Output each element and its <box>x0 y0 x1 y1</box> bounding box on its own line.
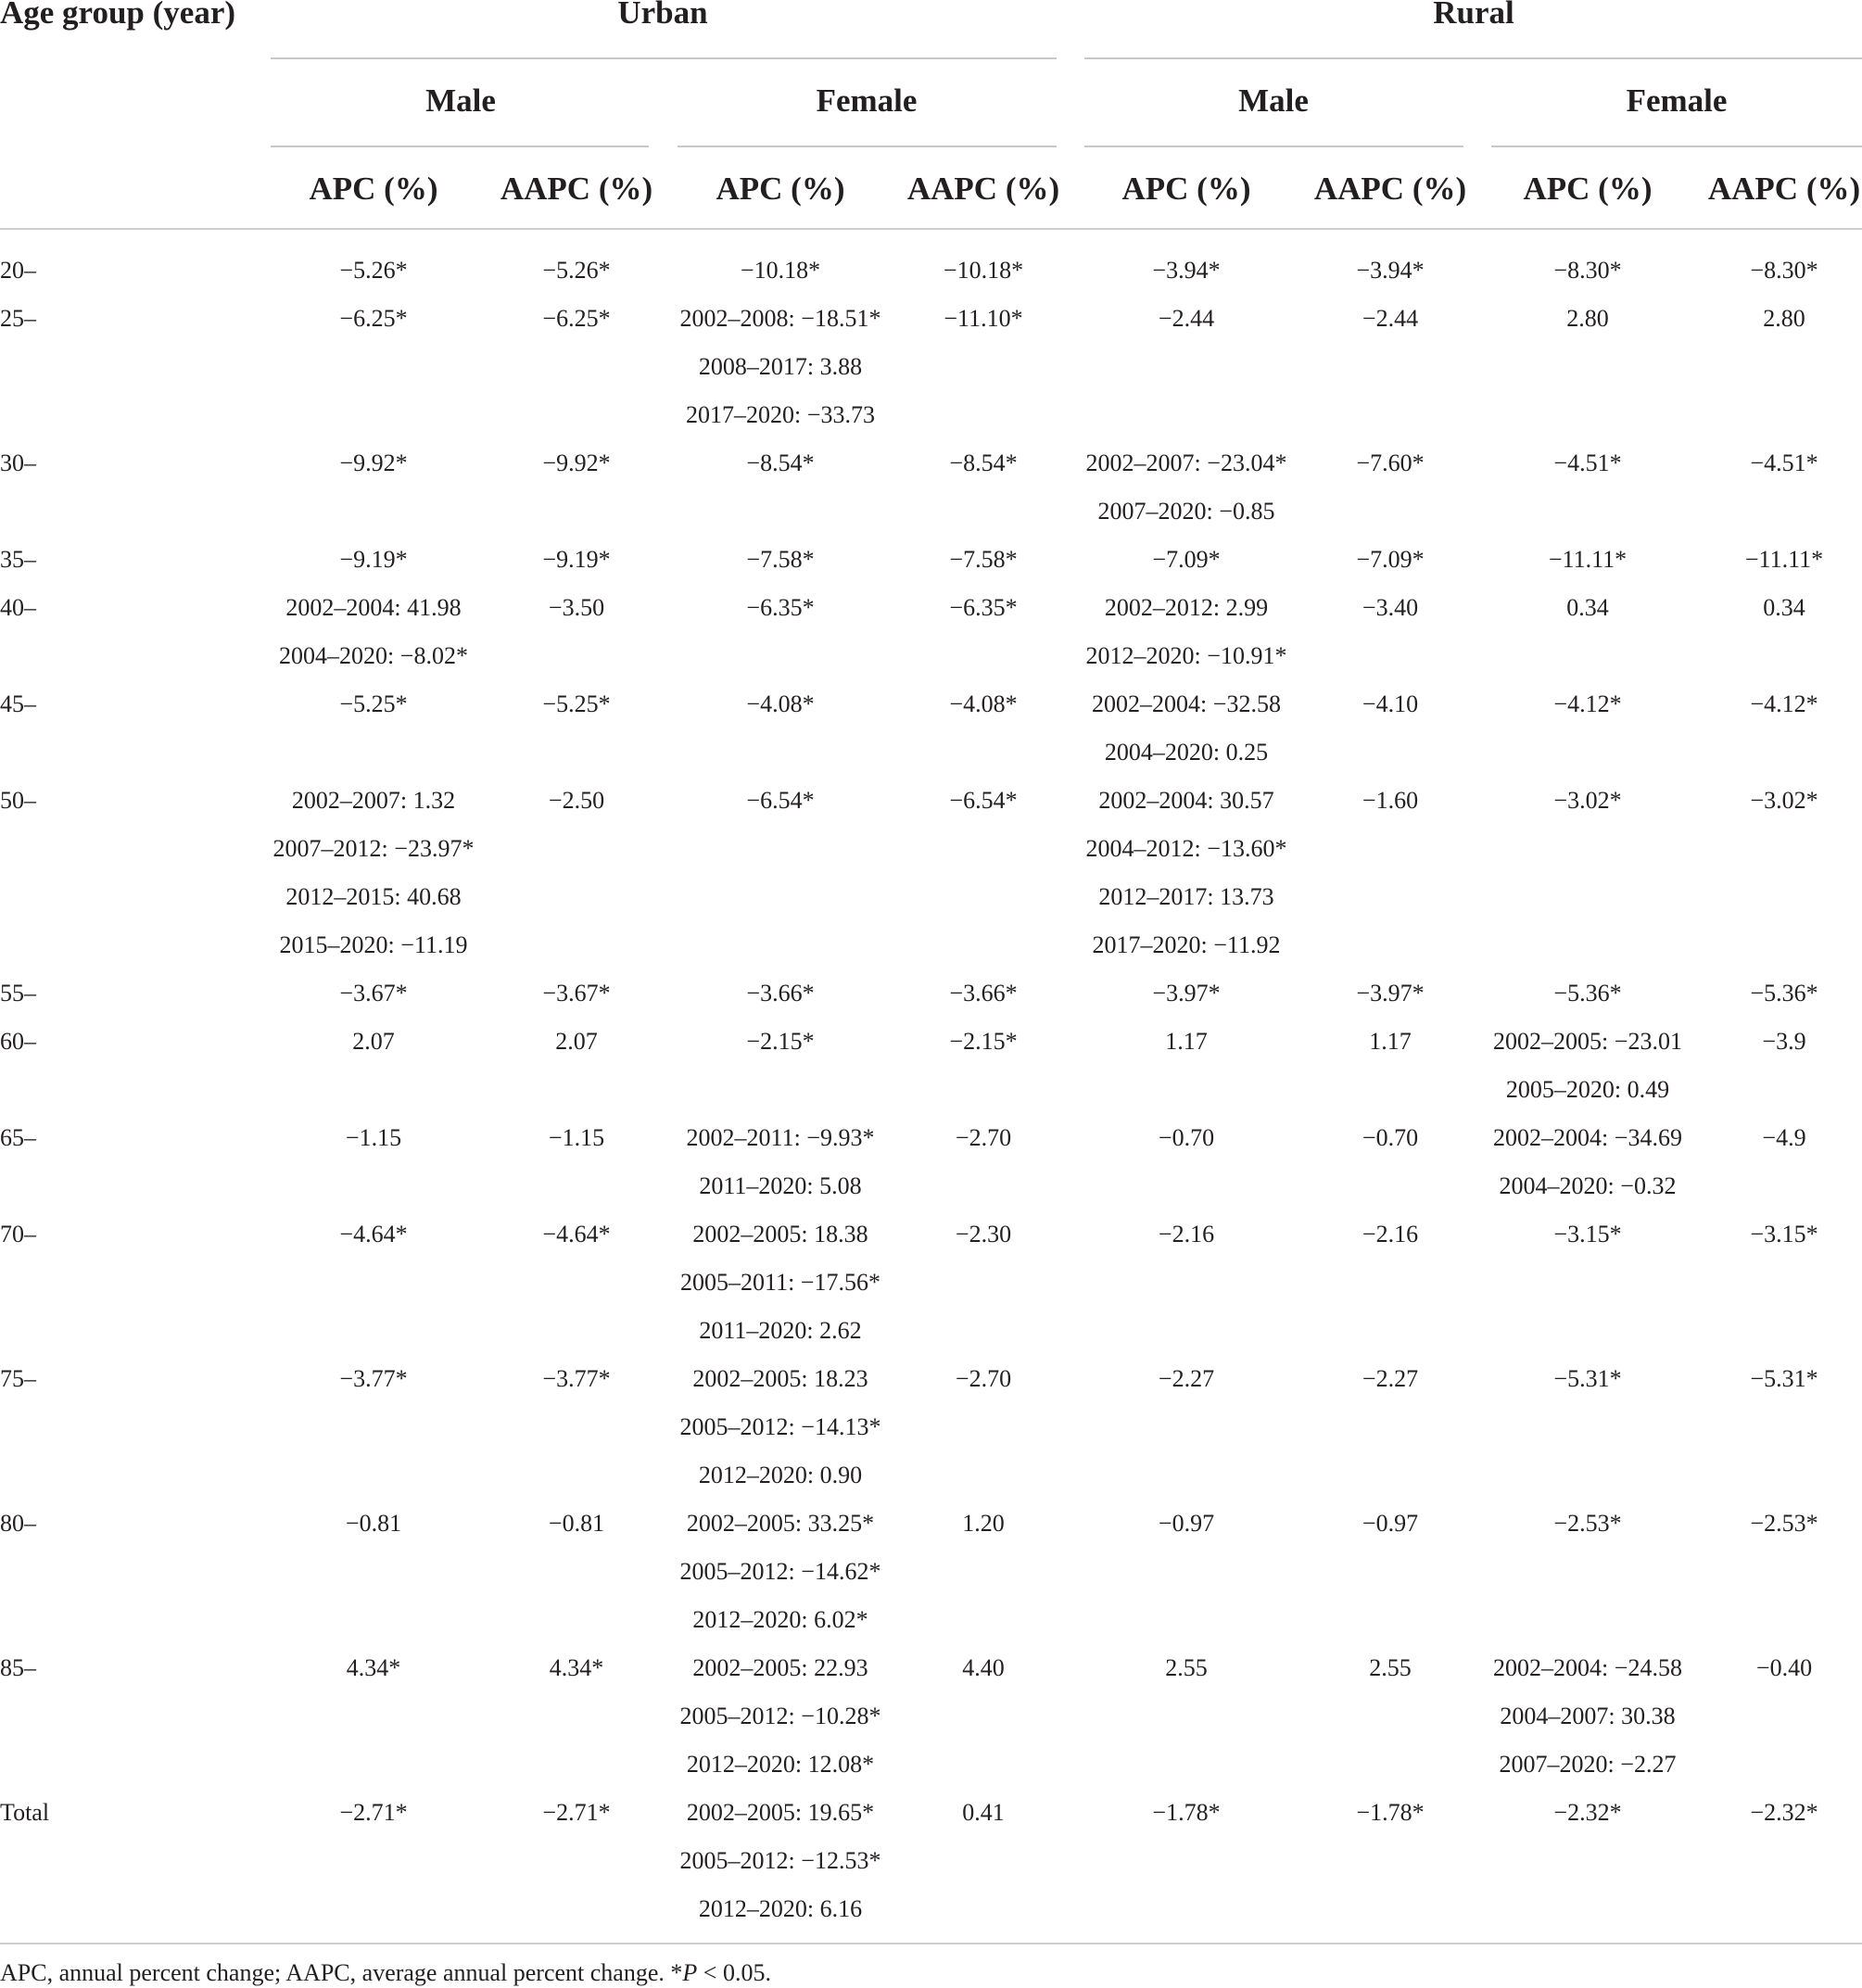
table-cell-um-apc: −5.25* <box>339 690 408 717</box>
table-cell-um-aapc: −9.92* <box>542 450 611 476</box>
table-cell-rm-apc: 2002–2004: −32.58 <box>1092 690 1281 717</box>
table-cell-um-apc: 2002–2007: 1.32 <box>291 787 456 814</box>
rural-male-rule <box>1084 146 1463 147</box>
table-cell-rm-aapc: −3.94* <box>1356 257 1425 284</box>
table-cell-um-apc: 2012–2015: 40.68 <box>285 883 462 910</box>
urban-female-apc-header: APC (%) <box>716 171 845 207</box>
age-group-cell: 20– <box>0 257 36 284</box>
age-group-cell: 70– <box>0 1221 36 1247</box>
table-bottom-rule <box>0 1943 1862 1944</box>
table-cell-rm-apc: −7.09* <box>1152 546 1221 573</box>
table-cell-uf-apc: −2.15* <box>746 1028 815 1055</box>
age-group-cell: 80– <box>0 1510 36 1537</box>
table-cell-um-aapc: −9.19* <box>542 546 611 573</box>
table-cell-rm-apc: −0.70 <box>1158 1124 1215 1151</box>
table-cell-rm-apc: −3.97* <box>1152 980 1221 1007</box>
table-cell-rm-aapc: −7.60* <box>1356 450 1425 476</box>
table-cell-rf-apc: −4.12* <box>1553 690 1622 717</box>
urban-rule <box>271 57 1057 59</box>
table-cell-rm-apc: −1.78* <box>1152 1799 1221 1826</box>
table-cell-uf-apc: −4.08* <box>746 690 815 717</box>
table-cell-uf-aapc: 0.41 <box>962 1799 1005 1826</box>
age-group-cell: Total <box>0 1799 50 1826</box>
rural-male-aapc-header: AAPC (%) <box>1313 171 1467 207</box>
age-group-cell: 55– <box>0 980 36 1007</box>
rural-female-aapc-header: AAPC (%) <box>1707 171 1861 207</box>
table-cell-rm-aapc: −0.70 <box>1362 1124 1419 1151</box>
rural-male-header: Male <box>1238 82 1309 119</box>
age-group-cell: 25– <box>0 305 36 332</box>
table-cell-um-aapc: −1.15 <box>548 1124 605 1151</box>
table-cell-uf-aapc: −3.66* <box>949 980 1018 1007</box>
table-cell-uf-aapc: −8.54* <box>949 450 1018 476</box>
table-cell-uf-apc: 2002–2011: −9.93* <box>686 1124 875 1151</box>
urban-female-aapc-header: AAPC (%) <box>906 171 1060 207</box>
table-cell-uf-apc: 2012–2020: 6.16 <box>698 1895 863 1922</box>
rural-female-header: Female <box>1626 82 1728 119</box>
rural-female-apc-header: APC (%) <box>1523 171 1653 207</box>
table-cell-uf-apc: −10.18* <box>740 257 821 284</box>
table-cell-uf-aapc: −7.58* <box>949 546 1018 573</box>
table-cell-rm-apc: 2002–2012: 2.99 <box>1104 594 1269 621</box>
footnote-tail: < 0.05. <box>697 1959 771 1986</box>
age-group-cell: 75– <box>0 1365 36 1392</box>
table-cell-rf-aapc: −5.36* <box>1750 980 1818 1007</box>
table-cell-rf-apc: −11.11* <box>1548 546 1628 573</box>
table-cell-rf-apc: −3.02* <box>1553 787 1622 814</box>
table-cell-um-aapc: −5.26* <box>542 257 611 284</box>
age-group-header: Age group (year) <box>0 0 236 31</box>
table-cell-rm-aapc: −2.16 <box>1362 1221 1419 1247</box>
urban-header: Urban <box>617 0 708 31</box>
table-cell-um-apc: −3.67* <box>339 980 408 1007</box>
table-cell-rf-aapc: −3.9 <box>1762 1028 1806 1055</box>
table-cell-rf-apc: 2004–2020: −0.32 <box>1499 1172 1677 1199</box>
table-cell-rm-aapc: −2.44 <box>1362 305 1419 332</box>
table-cell-rm-aapc: −2.27 <box>1362 1365 1419 1392</box>
table-cell-uf-apc: 2002–2005: 19.65* <box>686 1799 875 1826</box>
table-cell-uf-apc: 2005–2011: −17.56* <box>680 1269 880 1296</box>
table-cell-uf-aapc: −4.08* <box>949 690 1018 717</box>
table-cell-uf-aapc: −2.70 <box>955 1124 1012 1151</box>
age-group-cell: 50– <box>0 787 36 814</box>
table-cell-rf-aapc: −2.32* <box>1750 1799 1818 1826</box>
table-cell-rf-apc: −3.15* <box>1553 1221 1622 1247</box>
table-cell-uf-aapc: −2.70 <box>955 1365 1012 1392</box>
table-cell-uf-apc: −3.66* <box>746 980 815 1007</box>
table-cell-uf-apc: 2011–2020: 2.62 <box>699 1317 862 1344</box>
table-cell-uf-apc: 2005–2012: −12.53* <box>679 1847 881 1874</box>
table-cell-uf-apc: 2017–2020: −33.73 <box>686 401 875 428</box>
table-cell-rm-apc: 2012–2020: −10.91* <box>1085 642 1287 669</box>
table-footnote <box>0 1959 771 1987</box>
table-cell-rf-apc: 2002–2005: −23.01 <box>1493 1028 1682 1055</box>
header-bottom-rule <box>0 228 1862 230</box>
table-cell-rf-aapc: −8.30* <box>1750 257 1818 284</box>
table-cell-rf-aapc: −2.53* <box>1750 1510 1818 1537</box>
table-cell-rf-apc: 2004–2007: 30.38 <box>1500 1703 1676 1729</box>
table-cell-rm-apc: −2.16 <box>1158 1221 1215 1247</box>
table-cell-uf-apc: 2002–2005: 22.93 <box>692 1654 868 1681</box>
rural-female-rule <box>1491 146 1862 147</box>
table-cell-rm-aapc: −4.10 <box>1362 690 1419 717</box>
table-cell-rm-apc: −2.27 <box>1158 1365 1215 1392</box>
table-cell-um-aapc: −3.77* <box>542 1365 611 1392</box>
table-cell-rf-aapc: −3.02* <box>1750 787 1818 814</box>
rural-male-apc-header: APC (%) <box>1121 171 1251 207</box>
table-cell-um-aapc: −3.67* <box>542 980 611 1007</box>
table-cell-um-apc: −2.71* <box>339 1799 408 1826</box>
table-cell-um-apc: −6.25* <box>339 305 408 332</box>
table-cell-rf-apc: 2007–2020: −2.27 <box>1499 1751 1677 1778</box>
table-cell-um-aapc: −5.25* <box>542 690 611 717</box>
table-cell-um-apc: −9.19* <box>339 546 408 573</box>
table-cell-uf-apc: 2012–2020: 12.08* <box>686 1751 875 1778</box>
table-cell-um-apc: −1.15 <box>345 1124 402 1151</box>
table-cell-rf-apc: −2.32* <box>1553 1799 1622 1826</box>
table-cell-uf-apc: 2002–2005: 18.23 <box>692 1365 868 1392</box>
table-cell-rm-apc: 2012–2017: 13.73 <box>1098 883 1274 910</box>
table-cell-um-apc: 2015–2020: −11.19 <box>279 931 468 958</box>
table-cell-rm-apc: 2004–2020: 0.25 <box>1104 739 1269 766</box>
table-cell-rf-aapc: −11.11* <box>1744 546 1824 573</box>
table-cell-uf-aapc: −10.18* <box>943 257 1024 284</box>
table-cell-uf-apc: 2005–2012: −14.13* <box>679 1413 881 1440</box>
table-cell-rf-apc: 0.34 <box>1566 594 1609 621</box>
table-cell-uf-apc: 2011–2020: 5.08 <box>699 1172 862 1199</box>
table-cell-um-aapc: −6.25* <box>542 305 611 332</box>
table-cell-um-aapc: 2.07 <box>555 1028 598 1055</box>
table-cell-rf-aapc: −0.40 <box>1755 1654 1813 1681</box>
rural-rule <box>1084 57 1862 59</box>
footnote-text: APC, annual percent change; AAPC, average annual percent change. * <box>0 1959 683 1986</box>
age-group-cell: 40– <box>0 594 36 621</box>
table-cell-um-aapc: −4.64* <box>542 1221 611 1247</box>
table-cell-rm-aapc: −7.09* <box>1356 546 1425 573</box>
table-cell-rm-apc: −2.44 <box>1158 305 1215 332</box>
table-cell-uf-aapc: 4.40 <box>962 1654 1005 1681</box>
urban-female-header: Female <box>816 82 918 119</box>
urban-female-rule <box>678 146 1057 147</box>
age-group-cell: 85– <box>0 1654 36 1681</box>
table-cell-uf-apc: 2002–2005: 33.25* <box>686 1510 875 1537</box>
footnote-p: P <box>682 1959 698 1986</box>
table-cell-uf-apc: 2002–2008: −18.51* <box>679 305 881 332</box>
table-cell-rm-apc: 2007–2020: −0.85 <box>1097 498 1275 525</box>
table-cell-rm-aapc: −1.78* <box>1356 1799 1425 1826</box>
table-cell-uf-aapc: −6.35* <box>949 594 1018 621</box>
table-cell-um-apc: −0.81 <box>345 1510 402 1537</box>
table-cell-uf-apc: 2012–2020: 0.90 <box>698 1462 863 1488</box>
table-cell-rf-apc: −5.36* <box>1553 980 1622 1007</box>
table-cell-rf-apc: −8.30* <box>1553 257 1622 284</box>
table-cell-rm-aapc: −1.60 <box>1362 787 1419 814</box>
table-cell-uf-apc: −7.58* <box>746 546 815 573</box>
urban-male-header: Male <box>425 82 496 119</box>
urban-male-apc-header: APC (%) <box>309 171 438 207</box>
age-group-cell: 65– <box>0 1124 36 1151</box>
table-cell-rf-apc: 2.80 <box>1566 305 1609 332</box>
table-cell-uf-apc: −6.35* <box>746 594 815 621</box>
table-cell-uf-aapc: 1.20 <box>962 1510 1005 1537</box>
table-cell-rf-aapc: −4.12* <box>1750 690 1818 717</box>
age-group-cell: 45– <box>0 690 36 717</box>
table-cell-um-apc: −5.26* <box>339 257 408 284</box>
table-cell-uf-aapc: −2.30 <box>955 1221 1012 1247</box>
age-group-cell: 30– <box>0 450 36 476</box>
table-cell-um-apc: 2004–2020: −8.02* <box>279 642 468 669</box>
table-cell-rm-apc: 2004–2012: −13.60* <box>1085 835 1287 862</box>
table-cell-rm-aapc: −3.40 <box>1362 594 1419 621</box>
table-cell-rm-apc: 2.55 <box>1165 1654 1208 1681</box>
table-cell-rm-apc: −3.94* <box>1152 257 1221 284</box>
table-cell-rf-aapc: −3.15* <box>1750 1221 1818 1247</box>
table-cell-um-apc: 2.07 <box>352 1028 395 1055</box>
table-cell-rm-aapc: 1.17 <box>1369 1028 1412 1055</box>
table-cell-uf-aapc: −11.10* <box>944 305 1023 332</box>
table-cell-rf-apc: −2.53* <box>1553 1510 1622 1537</box>
table-cell-uf-aapc: −6.54* <box>949 787 1018 814</box>
table-cell-rf-aapc: −4.9 <box>1762 1124 1806 1151</box>
table-cell-um-aapc: −2.50 <box>548 787 605 814</box>
table-cell-um-aapc: −0.81 <box>548 1510 605 1537</box>
table-cell-rf-apc: 2002–2004: −24.58 <box>1493 1654 1682 1681</box>
table-cell-rf-aapc: 0.34 <box>1763 594 1805 621</box>
table-cell-uf-apc: 2005–2012: −10.28* <box>679 1703 881 1729</box>
urban-male-rule <box>271 146 649 147</box>
table-cell-um-aapc: −3.50 <box>548 594 605 621</box>
table-cell-rm-apc: −0.97 <box>1158 1510 1215 1537</box>
table-cell-uf-aapc: −2.15* <box>949 1028 1018 1055</box>
table-cell-um-apc: 2002–2004: 41.98 <box>285 594 462 621</box>
table-cell-rf-apc: −5.31* <box>1553 1365 1622 1392</box>
table-cell-rf-aapc: −5.31* <box>1750 1365 1818 1392</box>
rural-header: Rural <box>1433 0 1514 31</box>
table-cell-rm-aapc: −3.97* <box>1356 980 1425 1007</box>
table-cell-um-apc: −3.77* <box>339 1365 408 1392</box>
table-cell-um-apc: −9.92* <box>339 450 408 476</box>
table-cell-uf-apc: 2008–2017: 3.88 <box>698 353 863 380</box>
age-group-cell: 60– <box>0 1028 36 1055</box>
urban-male-aapc-header: AAPC (%) <box>500 171 653 207</box>
table-cell-uf-apc: −8.54* <box>746 450 815 476</box>
table-cell-rm-apc: 2002–2004: 30.57 <box>1098 787 1274 814</box>
table-cell-um-apc: −4.64* <box>339 1221 408 1247</box>
table-cell-rm-apc: 1.17 <box>1165 1028 1208 1055</box>
table-cell-rf-aapc: 2.80 <box>1763 305 1805 332</box>
table-cell-uf-apc: 2002–2005: 18.38 <box>692 1221 868 1247</box>
table-cell-um-apc: 2007–2012: −23.97* <box>272 835 475 862</box>
table-cell-rm-apc: 2017–2020: −11.92 <box>1092 931 1281 958</box>
table-cell-rf-apc: −4.51* <box>1553 450 1622 476</box>
table-cell-rm-aapc: 2.55 <box>1369 1654 1412 1681</box>
table-cell-rm-aapc: −0.97 <box>1362 1510 1419 1537</box>
table-cell-uf-apc: 2005–2012: −14.62* <box>679 1558 881 1585</box>
age-group-cell: 35– <box>0 546 36 573</box>
table-cell-uf-apc: −6.54* <box>746 787 815 814</box>
table-cell-um-aapc: −2.71* <box>542 1799 611 1826</box>
table-cell-um-apc: 4.34* <box>346 1654 401 1681</box>
table-cell-rm-apc: 2002–2007: −23.04* <box>1085 450 1287 476</box>
table-cell-uf-apc: 2012–2020: 6.02* <box>692 1606 868 1633</box>
table-cell-rf-apc: 2005–2020: 0.49 <box>1505 1076 1670 1103</box>
table-cell-um-aapc: 4.34* <box>549 1654 604 1681</box>
table-cell-rf-aapc: −4.51* <box>1750 450 1818 476</box>
table-cell-rf-apc: 2002–2004: −34.69 <box>1493 1124 1682 1151</box>
